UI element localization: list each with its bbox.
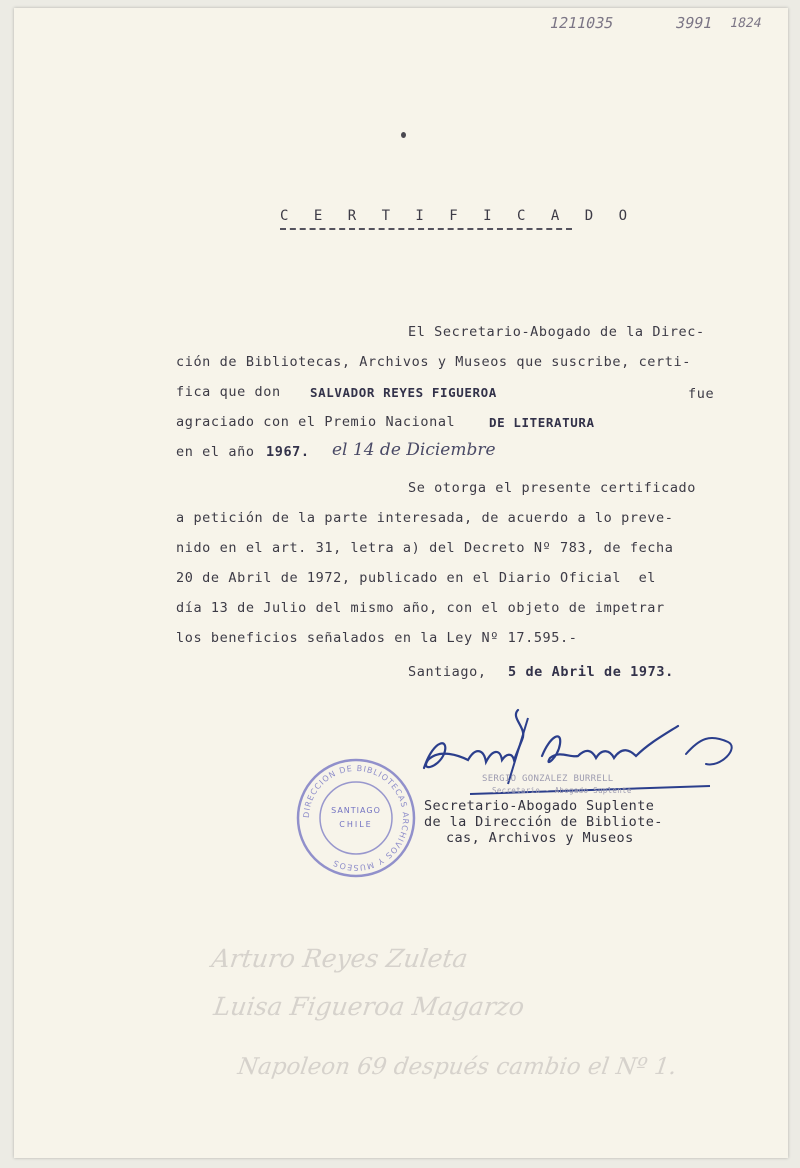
archive-code-3: 1824 (728, 16, 763, 31)
para2-line-3: nido en el art. 31, letra a) del Decreto Nº 783, de fecha (176, 540, 674, 556)
para2-line-2: a petición de la parte interesada, de acuerdo a lo preve- (176, 510, 674, 526)
handwritten-date: el 14 de Diciembre (332, 440, 496, 460)
para2-line-4: 20 de Abril de 1972, publicado en el Diario Oficial el (176, 570, 657, 586)
issue-date: 5 de Abril de 1973. (508, 664, 674, 680)
ink-dot (401, 132, 406, 138)
pencil-note-3: Napoleon 69 después cambio el Nº 1. (236, 1054, 679, 1080)
pencil-note-1: Arturo Reyes Zuleta (209, 944, 470, 973)
signature-caption-3: cas, Archivos y Museos (446, 830, 634, 846)
signature-caption-1: Secretario-Abogado Suplente (424, 798, 655, 814)
body-line-1: El Secretario-Abogado de la Direc- (408, 324, 705, 340)
signature-stamp-role: Secretario - Abogado Suplente (492, 786, 632, 795)
document-title: C E R T I F I C A D O (280, 208, 636, 224)
pencil-note-2: Luisa Figueroa Magarzo (211, 992, 527, 1021)
official-seal (294, 756, 418, 880)
seal-center-1: SANTIAGO (331, 806, 381, 815)
body-line-3-suffix: fue (688, 386, 715, 402)
body-line-5-prefix: en el año (176, 444, 255, 460)
archive-code-1: 1211035 (548, 14, 616, 32)
signature-stamp-name: SERGIO GONZALEZ BURRELL (482, 774, 614, 784)
title-underline (280, 228, 572, 230)
para2-line-6: los beneficios señalados en la Ley Nº 17.595.- (176, 630, 578, 646)
seal-ring-text: DIRECCION DE BIBLIOTECAS ARCHIVOS Y MUSEOS (301, 763, 411, 873)
para2-line-1: Se otorga el presente certificado (408, 480, 697, 496)
svg-text:DIRECCION DE BIBLIOTECAS ARCHI (302, 764, 410, 872)
archive-code-2: 3991 (674, 14, 715, 32)
award-year: 1967. (266, 444, 310, 460)
body-line-4-prefix: agraciado con el Premio Nacional (176, 414, 456, 430)
award-name: DE LITERATURA (489, 415, 595, 430)
para2-line-5: día 13 de Julio del mismo año, con el objeto de impetrar (176, 600, 665, 616)
recipient-name: SALVADOR REYES FIGUEROA (310, 385, 497, 400)
document-page (14, 8, 788, 1158)
body-line-3-prefix: fica que don (176, 384, 281, 400)
signature-caption-2: de la Dirección de Bibliote- (424, 814, 663, 830)
place: Santiago, (408, 664, 487, 680)
body-line-2: ción de Bibliotecas, Archivos y Museos que suscribe, certi- (176, 354, 691, 370)
seal-center-2: CHILE (339, 820, 373, 829)
